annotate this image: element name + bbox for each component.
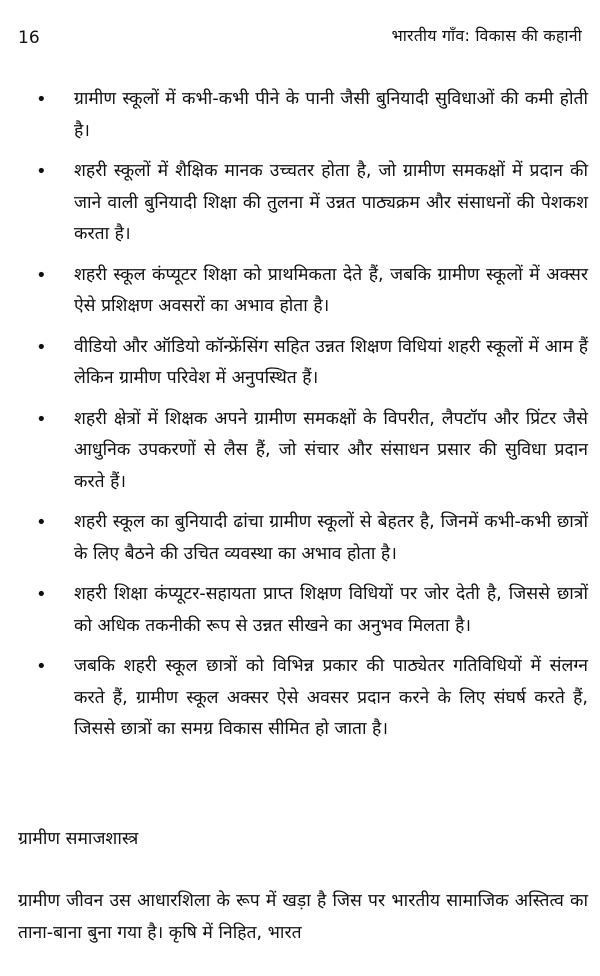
list-item-text: जबकि शहरी स्कूल छात्रों को विभिन्न प्रकार की पाठ्येतर गतिविधियों में संलग्न करते हैं, ग्रामीण स्कूल अक्सर ऐसे अवसर प्रदान करने के लिए संघर्ष करते हैं, जिससे छात्रों का समग्र विकास सीमित हो जाता है। — [74, 656, 588, 739]
running-header: भारतीय गाँव: विकास की कहानी — [391, 26, 582, 45]
section-heading: ग्रामीण समाजशास्त्र — [18, 829, 139, 849]
list-item — [28, 332, 588, 395]
list-item — [28, 579, 588, 642]
list-item — [28, 507, 588, 570]
list-item — [28, 404, 588, 499]
list-item-text: शहरी शिक्षा कंप्यूटर-सहायता प्राप्त शिक्षण विधियों पर जोर देती है, जिससे छात्रों को अधिक तकनीकी रूप से उन्नत सीखने का अनुभव मिलता है। — [74, 584, 588, 636]
bullet-icon: • — [36, 89, 47, 110]
list-item-text: वीडियो और ऑडियो कॉन्फ्रेंसिंग सहित उन्नत शिक्षण विधियां शहरी स्कूलों में आम हैं लेकिन ग्रामीण परिवेश में अनुपस्थित हैं। — [74, 336, 588, 388]
page-number: 16 — [18, 28, 40, 48]
list-item — [28, 156, 588, 251]
list-item-text: ग्रामीण स्कूलों में कभी-कभी पीने के पानी जैसी बुनियादी सुविधाओं की कमी होती है। — [74, 89, 588, 141]
bullet-icon: • — [36, 161, 47, 182]
bullet-icon: • — [36, 584, 47, 605]
list-item-text: शहरी स्कूल कंप्यूटर शिक्षा को प्राथमिकता देते हैं, जबकि ग्रामीण स्कूलों में अक्सर ऐसे प्रशिक्षण अवसरों का अभाव होता है। — [74, 264, 588, 316]
bullet-icon: • — [36, 656, 47, 677]
list-item-text: शहरी स्कूल का बुनियादी ढांचा ग्रामीण स्कूलों से बेहतर है, जिनमें कभी-कभी छात्रों के लिए बैठने की उचित व्यवस्था का अभाव होता है। — [74, 512, 588, 564]
list-item-text: शहरी स्कूलों में शैक्षिक मानक उच्चतर होता है, जो ग्रामीण समकक्षों में प्रदान की जाने वाली बुनियादी शिक्षा की तुलना में उन्नत पाठ्यक्रम और संसाधनों की पेशकश करता है। — [74, 161, 588, 244]
bullet-icon: • — [36, 336, 47, 358]
list-item — [28, 651, 588, 746]
list-item — [28, 84, 588, 147]
body-paragraph: ग्रामीण जीवन उस आधारशिला के रूप में खड़ा है जिस पर भारतीय सामाजिक अस्तित्व का ताना-बाना बुना गया है। कृषि में निहित, भारत — [18, 891, 588, 943]
list-item — [28, 260, 588, 323]
bullet-icon: • — [36, 408, 47, 430]
list-item-text: शहरी क्षेत्रों में शिक्षक अपने ग्रामीण समकक्षों के विपरीत, लैपटॉप और प्रिंटर जैसे आधुनिक उपकरणों से लैस हैं, जो संचार और संसाधन प्रसार की सुविधा प्रदान करते हैं। — [74, 408, 588, 492]
bullet-list — [28, 84, 588, 755]
bullet-icon: • — [36, 264, 47, 286]
bullet-icon: • — [36, 512, 47, 533]
